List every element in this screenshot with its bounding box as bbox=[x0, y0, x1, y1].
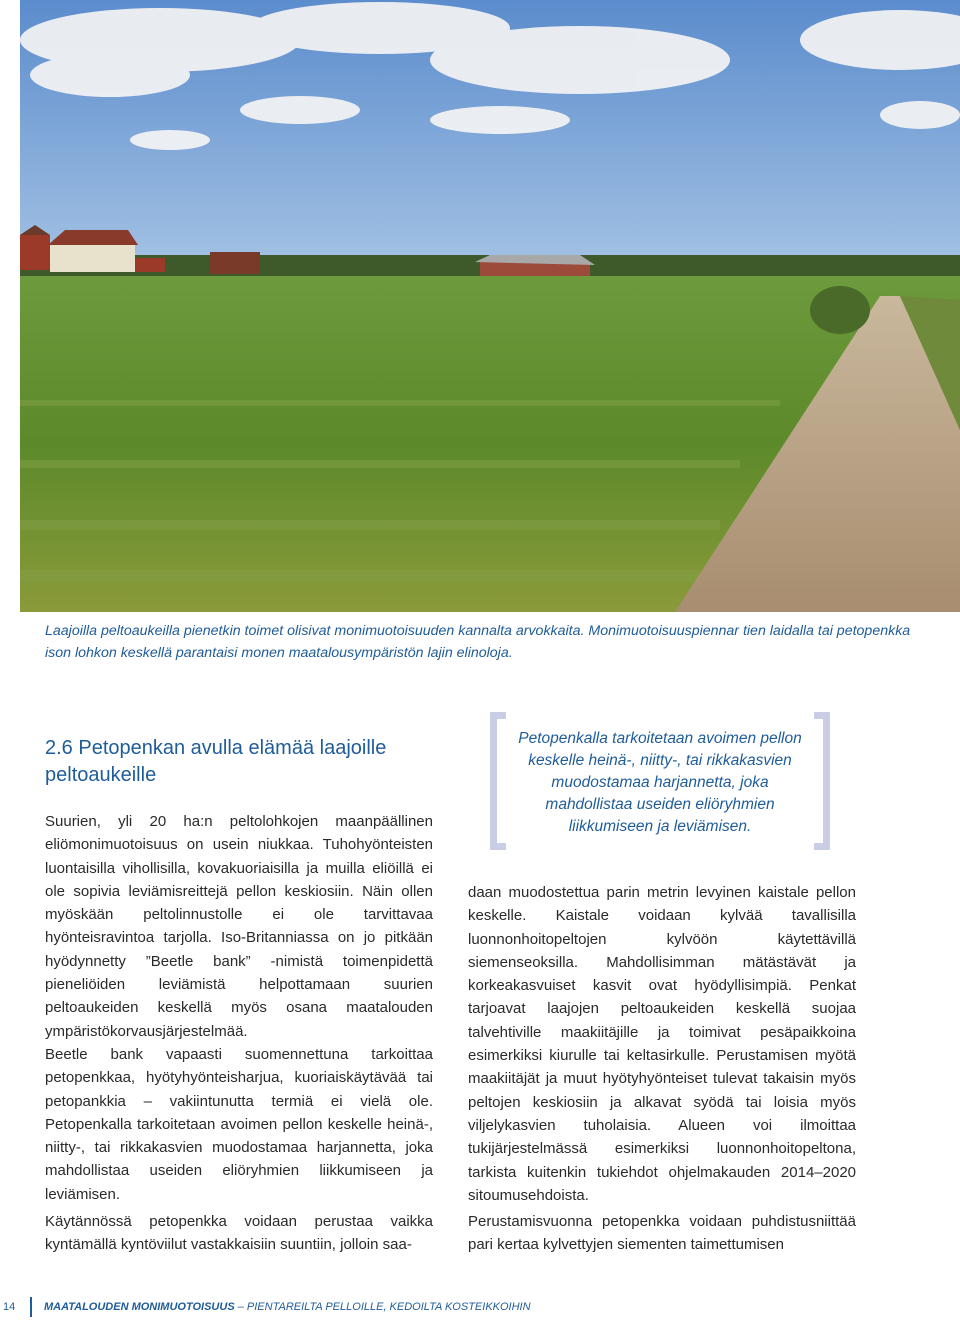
photo-caption: Laajoilla peltoaukeilla pienetkin toimet olisivat monimuotoisuuden kannalta arvokkaita. Monimuotoisuuspiennar tien laidalla tai petopenkka ison lohkon keskellä parantaisi monen maatalousympäristön lajin elinoloja. bbox=[45, 623, 911, 661]
section-title-line2: peltoaukeille bbox=[45, 764, 157, 786]
section-heading bbox=[45, 735, 445, 789]
paragraph-2: Beetle bank vapaasti suomennettuna tarkoittaa petopenkkaa, hyötyhyönteisharjua, kuoriaiskäytävää tai petopankkia – vakiintunutta termiä ei vielä ole. Petopenkalla tarkoitetaan avoimen pellon keskelle heinä-, niitty-, tai rikkakasvien muodostamaa harjannetta, joka mahdollistaa useiden eliöryhmien liikkumiseen ja leviämisen. bbox=[45, 1046, 433, 1203]
footer-divider bbox=[30, 1297, 32, 1317]
pull-quote-text: Petopenkalla tarkoitetaan avoimen pellon keskelle heinä-, niitty-, tai rikkakasvien muodostamaa harjannetta, joka mahdollistaa useiden eliöryhmien liikkumiseen ja leviämisen. bbox=[518, 730, 802, 835]
roadside-bush bbox=[810, 286, 870, 334]
paragraph-col2-2: Perustamisvuonna petopenkka voidaan puhdistusniittää pari kertaa kylvettyjen siementen taimettumisen bbox=[468, 1213, 856, 1254]
publication-title: MAATALOUDEN MONIMUOTOISUUS bbox=[44, 1301, 235, 1313]
left-bracket-icon bbox=[490, 712, 506, 850]
right-bracket-icon bbox=[814, 712, 830, 850]
footer-title bbox=[44, 1301, 531, 1313]
section-title-line1: 2.6 Petopenkan avulla elämää laajoille bbox=[45, 737, 387, 759]
paragraph-1: Suurien, yli 20 ha:n peltolohkojen maanpäällinen eliömonimuotoisuus on usein niukkaa. Tuhohyönteisten luontaisilla vihollisilla, kovakuoriaisilla ja muilla eliöillä ei ole sopivia leviämisreittejä pellon keskiosiin. Näin ollen myöskään peltolinnustolle ei ole tarvittavaa hyönteisravintoa tarjolla. Iso-Britanniassa on jo pitkään hyödynnetty ”Beetle bank” -nimistä toimenpidettä pieneliöiden leviämistä helpottamaan suurien peltoaukeiden keskellä myös osana maatalouden ympäristökorvausjärjestelmää. bbox=[45, 813, 433, 1040]
page-footer bbox=[0, 1297, 960, 1317]
page-number: 14 bbox=[3, 1301, 16, 1313]
paragraph-col2-1: daan muodostettua parin metrin levyinen kaistale pellon keskelle. Kaistale voidaan kylvää tavallisilla luonnonhoitopeltojen kylvöön käytettävillä siemenseoksilla. Mahdollisimman mätästävät ja korkeakasvuiset kasvit ovat hyödyllisimpiä. Penkat tarjoavat laajojen peltoaukeiden keskellä suojaa talvehtiville maakiitäjille ja toimivat pesäpaikkoina esimerkiksi kiurulle tai keltasirkulle. Perustamisen myötä maakiitäjät ja muut hyötyhyönteiset tulevat takaisin myös peltojen keskiosiin ja alkavat syödä tai loisia myös viljelykasvien tuholaisia. Alueen voi ilmoittaa tukijärjestelmässä esimerkiksi luonnonhoitopeltona, tarkista kuitenkin tukiehdot ohjelmakauden 2014–2020 sitoumusehdoista. bbox=[468, 884, 856, 1204]
landscape-illustration bbox=[20, 0, 960, 612]
landscape-photo bbox=[20, 0, 960, 612]
publication-subtitle: – PIENTAREILTA PELLOILLE, KEDOILTA KOSTEIKKOIHIN bbox=[237, 1301, 531, 1313]
paragraph-3: Käytännössä petopenkka voidaan perustaa vaikka kyntämällä kyntöviilut vastakkaisiin suuntiin, jolloin saa- bbox=[45, 1213, 433, 1254]
pull-quote bbox=[490, 712, 830, 852]
